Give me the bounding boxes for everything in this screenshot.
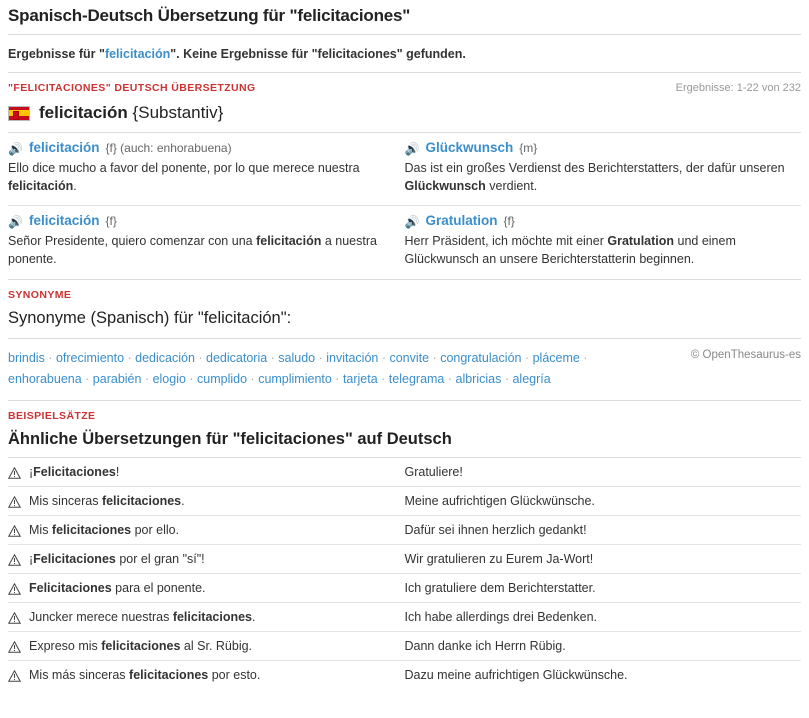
synonym-separator: · [247,371,259,386]
example-source-cell [8,516,405,545]
example-target-text: Ich habe allerdings drei Bedenken. [404,610,597,624]
synonym-separator: · [44,350,56,365]
entry-target-term-line [405,140,792,155]
warning-triangle-icon [8,641,21,653]
warning-triangle-icon [8,554,21,566]
warning-triangle-icon [8,467,21,479]
example-row [8,661,801,690]
example-source-text: Mis felicitaciones por ello. [29,523,180,537]
synonym-separator: · [81,371,93,386]
speaker-icon[interactable]: 🔊 [8,142,23,156]
synonym-link[interactable]: enhorabuena [8,371,82,386]
examples-table [8,457,801,689]
entry-target-term[interactable]: Gratulation [425,213,498,229]
synonyms-title: Synonyme (Spanisch) für "felicitación": [8,308,292,327]
synonym-separator: · [579,350,588,365]
examples-section-header [8,400,801,428]
example-row [8,632,801,661]
example-source-text: Expreso mis felicitaciones al Sr. Rübig. [29,639,253,653]
page-root [0,6,809,689]
synonym-link[interactable]: tarjeta [342,371,378,386]
entry-source-cell [8,133,405,206]
example-source-text: Mis sinceras felicitaciones. [29,494,185,508]
synonym-link[interactable]: alegría [512,371,551,386]
synonym-separator: · [267,350,279,365]
synonym-link[interactable]: saludo [278,350,316,365]
entry-target-example: Herr Präsident, ich möchte mit einer Gratulation und einem Glückwunsch an unsere Berichterstatterin beginnen. [404,234,736,267]
speaker-icon[interactable]: 🔊 [8,215,23,230]
entry-source-gram: {f} (auch: enhorabuena) [105,141,232,155]
example-target-cell [405,661,802,690]
entry-target-term[interactable]: Glückwunsch [425,140,514,155]
synonym-separator: · [185,371,198,386]
synonym-separator: · [331,371,343,386]
headword [39,103,223,123]
synonyms-list [8,348,648,391]
example-source-cell [8,632,405,661]
translation-entries-table [8,132,801,279]
example-target-text: Ich gratuliere dem Berichterstatter. [404,581,596,595]
examples-section-label: BEISPIELSÄTZE [8,410,96,422]
entry-target-cell [405,133,802,206]
synonym-link[interactable]: cumplido [197,371,248,386]
synonym-separator: · [124,350,136,365]
synonym-separator: · [141,371,153,386]
example-source-cell [8,487,405,516]
translation-entry-row [8,133,801,206]
synonym-link[interactable]: ofrecimiento [55,350,125,365]
warning-triangle-icon [8,670,21,682]
example-source-text: ¡Felicitaciones! [29,465,120,479]
warning-triangle-icon [8,583,21,595]
translation-results-count: Ergebnisse: 1-22 von 232 [675,82,801,94]
page-title: Spanisch-Deutsch Übersetzung für "felicitaciones" [8,6,411,25]
example-target-cell [405,632,802,661]
example-target-text: Dazu meine aufrichtigen Glückwünsche. [404,668,628,682]
example-source-text: Juncker merece nuestras felicitaciones. [29,610,256,624]
example-target-text: Dann danke ich Herrn Rübig. [404,639,566,653]
synonym-separator: · [521,350,533,365]
headword-row [8,100,801,132]
example-source-cell [8,661,405,690]
speaker-icon[interactable]: 🔊 [404,215,420,230]
entry-target-example: Das ist ein großes Verdienst des Berichterstatters, der dafür unseren Glückwunsch verdient. [404,161,785,194]
entry-source-term-line [8,213,395,228]
synonym-separator: · [378,350,390,365]
synonym-link[interactable]: telegrama [388,371,445,386]
entry-target-cell [405,206,802,279]
synonym-link[interactable]: invitación [326,350,379,365]
synonym-separator: · [444,371,456,386]
synonyms-section-label: SYNONYME [8,288,72,301]
examples-title: Ähnliche Übersetzungen für "felicitaciones" auf Deutsch [8,430,452,448]
example-source-text: Felicitaciones para el ponente. [29,581,206,595]
synonyms-section-header [8,279,801,307]
example-row [8,516,801,545]
example-target-text: Meine aufrichtigen Glückwünsche. [404,494,595,508]
example-target-cell [405,458,802,487]
entry-source-term[interactable]: felicitación [28,140,100,155]
results-note-link[interactable]: felicitación [104,47,171,61]
synonym-separator: · [377,371,389,386]
synonym-link[interactable]: albricias [455,371,502,386]
example-source-text: Mis más sinceras felicitaciones por esto. [29,668,261,682]
synonym-link[interactable]: congratulación [440,350,522,365]
synonyms-credit: © OpenThesaurus-es [690,348,801,361]
spain-flag-icon [8,106,30,121]
synonym-separator: · [501,371,513,386]
example-target-cell [405,516,802,545]
synonym-link[interactable]: convite [389,350,430,365]
synonym-link[interactable]: parabién [92,371,142,386]
example-source-text: ¡Felicitaciones por el gran "sí"! [29,552,205,566]
warning-triangle-icon [8,525,21,537]
synonym-link[interactable]: pláceme [532,350,580,365]
entry-source-term[interactable]: felicitación [28,213,100,229]
entry-target-term-line [405,213,792,228]
example-source-cell [8,574,405,603]
synonym-link[interactable]: dedicatoria [206,350,268,365]
synonym-link[interactable]: brindis [8,350,45,365]
example-target-cell [405,487,802,516]
entry-source-term-line [8,140,395,155]
headword-text: felicitación [39,103,128,122]
entry-source-cell [8,206,405,279]
example-source-cell [8,458,405,487]
headword-pos: {Substantiv} [132,103,224,122]
translation-entry-row [8,206,801,279]
example-row [8,487,801,516]
example-target-cell [405,603,802,632]
example-target-text: Wir gratulieren zu Eurem Ja-Wort! [404,552,594,566]
speaker-icon[interactable]: 🔊 [404,142,420,156]
entry-source-example: Señor Presidente, quiero comenzar con una felicitación a nuestra ponente. [8,234,377,267]
results-note-suffix: ". Keine Ergebnisse für "felicitaciones" gefunden. [170,47,466,61]
results-note [8,34,801,72]
translation-section-header [8,72,801,100]
entry-target-gram: {f} [503,214,515,229]
synonym-link[interactable]: cumplimiento [258,371,332,386]
example-target-text: Gratuliere! [404,465,463,479]
example-target-text: Dafür sei ihnen herzlich gedankt! [404,523,587,537]
warning-triangle-icon [8,612,21,624]
synonym-separator: · [194,350,207,365]
warning-triangle-icon [8,496,21,508]
example-row [8,603,801,632]
entry-source-gram: {f} [105,214,117,229]
synonym-separator: · [315,350,327,365]
example-source-cell [8,545,405,574]
synonym-separator: · [429,350,441,365]
example-target-cell [405,574,802,603]
synonym-link[interactable]: elogio [152,371,186,386]
entry-target-gram: {m} [519,141,538,155]
example-target-cell [405,545,802,574]
results-note-prefix: Ergebnisse für " [8,47,105,61]
example-row [8,458,801,487]
entry-source-example: Ello dice mucho a favor del ponente, por lo que merece nuestra felicitación. [8,161,360,194]
synonyms-block [8,338,801,401]
example-source-cell [8,603,405,632]
synonym-link[interactable]: dedicación [135,350,195,365]
example-row [8,574,801,603]
translation-section-label: "FELICITACIONES" DEUTSCH ÜBERSETZUNG [8,82,256,94]
example-row [8,545,801,574]
